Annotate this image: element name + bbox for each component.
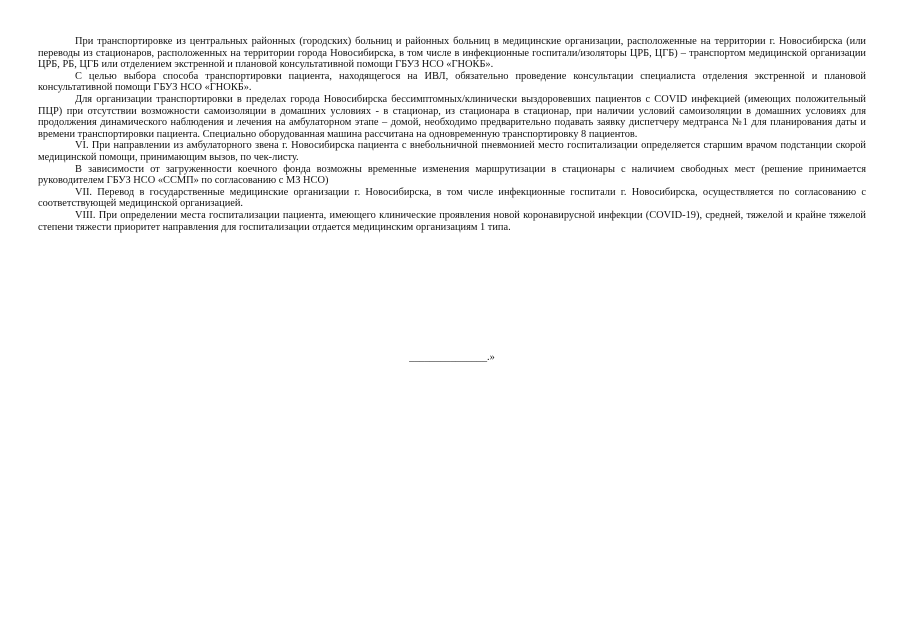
document-body [38,36,866,363]
paragraph-ivl-consultation: С целью выбора способа транспортировки пациента, находящегося на ИВЛ, обязательно проведение консультации специалиста отделения экстренной и плановой консультативной помощи ГБУЗ НСО «ГНОКБ». [38,70,866,94]
paragraph-transport-crb: При транспортировке из центральных районных (городских) больниц и районных больниц в медицинские организации, расположенные на территории г. Новосибирска (или переводы из стационаров, расположенных на территории города Новосибирска, в том числе в инфекционные госпитали/изоляторы ЦРБ, ЦГБ) – транспортом медицинской организации ЦРБ, РБ, ЦГБ или отделением экстренной и плановой консультативной помощи ГБУЗ НСО «ГНОКБ». [38,36,866,71]
paragraph-section-viii: VIII. При определении места госпитализации пациента, имеющего клинические проявления новой коронавирусной инфекции (COVID-19), средней, тяжелой и крайне тяжелой степени тяжести приоритет направления для госпитализации отдается медицинским организациям 1 типа. [38,209,866,233]
paragraph-bed-capacity: В зависимости от загруженности коечного фонда возможны временные изменения маршрутизации в стационары с наличием свободных мест (решение принимается руководителем ГБУЗ НСО «ССМП» по согласованию с МЗ НСО) [38,163,866,187]
paragraph-section-vi: VI. При направлении из амбулаторного звена г. Новосибирска пациента с внебольничной пневмонией место госпитализации определяется старшим врачом подстанции скорой медицинской помощи, принимающим вызов, по чек-листу. [38,140,866,163]
closing-line: _______________.» [409,352,495,363]
paragraph-asymptomatic-transport: Для организации транспортировки в пределах города Новосибирска бессимптомных/клинически выздоровевших пациентов с COVID инфекцией (имеющих положительный ПЦР) при отсутствии возможности самоизоляции в домашних условиях - в стационар, из стационара в стационар, при наличии условий самоизоляции в домашних условиях для продолжения динамического наблюдения и лечения на амбулаторном этапе – домой, необходимо предварительно подавать заявку диспетчеру медтранса №1 для планирования даты и времени транспортировки пациента. Специально оборудованная машина рассчитана на одновременную транспортировку 8 пациентов. [38,93,866,140]
paragraph-section-vii: VII. Перевод в государственные медицинские организации г. Новосибирска, в том числе инфекционные госпитали г. Новосибирска, осуществляется по согласованию с соответствующей медицинской организацией. [38,186,866,210]
